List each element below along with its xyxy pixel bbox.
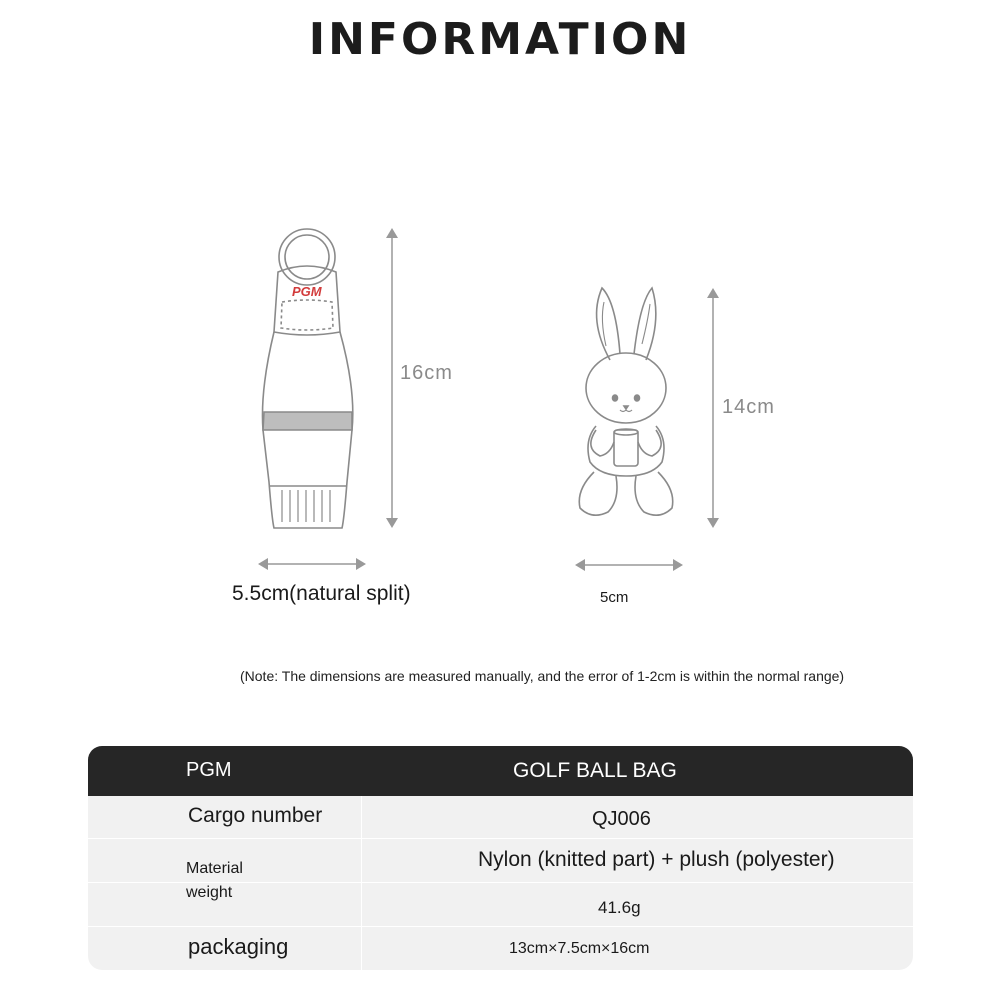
table-row-value: QJ006 (592, 808, 651, 830)
height-arrow-a (382, 226, 402, 530)
spec-table (88, 746, 913, 970)
width-arrow-b (573, 557, 685, 573)
table-row-label: Material (186, 860, 243, 877)
bunny-head-shape (586, 353, 666, 423)
table-row-label: weight (186, 884, 233, 901)
measurement-note: (Note: The dimensions are measured manually, and the error of 1-2cm is within the normal range) (240, 668, 845, 684)
height-label-a: 16cm (400, 362, 453, 384)
key-ring-shape (279, 229, 335, 285)
header-brand: PGM (186, 759, 232, 781)
row-divider (88, 882, 913, 883)
page-title: INFORMATION (308, 14, 692, 65)
header-product: GOLF BALL BAG (513, 759, 677, 782)
width-label-b: 5cm (600, 589, 629, 606)
width-label-a: 5.5cm(natural split) (232, 582, 411, 605)
row-divider (88, 926, 913, 927)
bunny-body-shape (588, 426, 664, 476)
tube-ball-bag-illustration (230, 220, 390, 540)
brand-logo: PGM (292, 284, 322, 299)
table-row-value: Nylon (knitted part) + plush (polyester) (478, 848, 835, 871)
column-divider (361, 796, 362, 970)
height-arrow-b (703, 286, 723, 530)
width-arrow-a (256, 556, 368, 572)
left-ear-shape (597, 288, 620, 360)
row-divider (88, 838, 913, 839)
table-row-value: 13cm×7.5cm×16cm (509, 940, 650, 957)
height-label-b: 14cm (722, 396, 775, 418)
tube-band-shape (263, 412, 352, 430)
table-header (88, 746, 913, 796)
table-row-label: packaging (188, 934, 289, 959)
right-leg-shape (635, 472, 673, 515)
table-row-value: 41.6g (598, 898, 641, 917)
left-leg-shape (579, 472, 617, 515)
right-ear-shape (634, 288, 656, 360)
bunny-ball-bag-illustration (570, 280, 690, 530)
table-row-label: Cargo number (188, 804, 323, 827)
